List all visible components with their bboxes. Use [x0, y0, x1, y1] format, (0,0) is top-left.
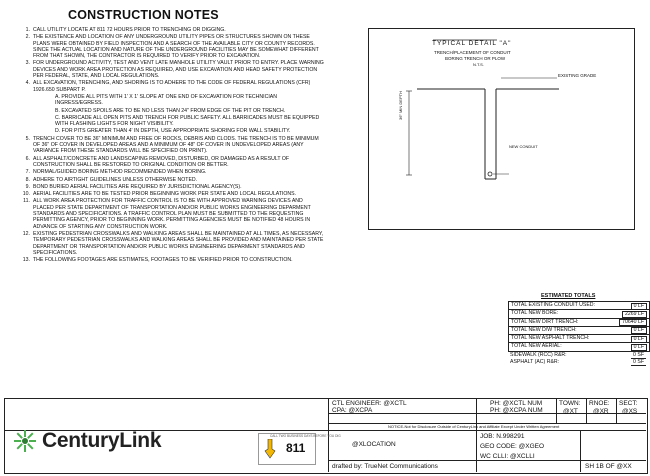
totals-label: TOTAL NEW ASPHALT TRENCH:	[511, 335, 590, 342]
totals-row	[509, 310, 649, 318]
note-number: 9.	[25, 183, 30, 190]
sect-value: @XS	[622, 408, 638, 415]
totals-value: 0 SF	[633, 351, 644, 358]
totals-value: 70640 LF	[619, 319, 647, 326]
note-item	[6, 177, 324, 183]
totals-value: 0 SF	[633, 358, 644, 365]
ctl-phone: PH: @XCTL NUM	[490, 400, 543, 407]
totals-label: TOTAL EXISTING CONDUIT USED:	[511, 302, 595, 308]
note-text: THE FOLLOWING FOOTAGES ARE ESTIMATES, FOOTAGES TO BE VERIFIED PRIOR TO CONSTRUCTION.	[33, 257, 293, 264]
note-number: 12.	[22, 230, 30, 237]
drafted-by: drafted by: TrueNet Communications	[332, 463, 438, 470]
note-text: ALL ASPHALT/CONCRETE AND LANDSCAPING REMOVED, DISTURBED, OR DAMAGED AS A RESULT OF CONSTRUCTION SHALL BE RESTORED TO ORIGINAL CONDITION OR BETTER.	[33, 155, 290, 168]
shovel-icon	[263, 439, 277, 459]
note-text: CALL UTILITY LOCATE AT 811 72 HOURS PRIOR TO TRENCHING OR DIGGING.	[33, 27, 226, 33]
totals-row	[509, 335, 649, 343]
note-number: 3.	[25, 60, 30, 67]
existing-grade-label: EXISTING GRADE	[558, 73, 597, 78]
geo-code: GEO CODE: @XGEO	[480, 443, 545, 450]
detail-subtitle: TRENCH/PLACEMENT OF CONDUIT	[434, 50, 511, 55]
totals-label: TOTAL NEW AERIAL:	[511, 343, 562, 350]
note-number: 4.	[25, 80, 30, 87]
note-item	[6, 257, 324, 263]
job-number: JOB: N.998291	[480, 433, 525, 440]
note-number	[28, 115, 55, 128]
badge-caption: CALL TWO BUSINESS DAYS BEFORE YOU DIG	[270, 434, 341, 438]
totals-label: TOTAL NEW BORE:	[511, 310, 559, 317]
totals-value: 0 LF	[631, 336, 647, 343]
note-item	[6, 136, 324, 155]
detail-title: TYPICAL DETAIL "A"	[432, 40, 512, 47]
note-text: ALL EXCAVATION, TRENCHING, AND SHORING IS TO ADHERE TO THE CODE OF FEDERAL REGULATIONS (CFR) 1926.650 SUBPART P.	[33, 80, 311, 93]
totals-row	[508, 359, 648, 366]
totals-label: ASPHALT (AC) R&R:	[510, 359, 560, 366]
note-item	[6, 27, 324, 33]
detail-subtitle-2: BORING TRENCH OR PLOW	[445, 56, 506, 61]
estimated-totals-title: ESTIMATED TOTALS	[541, 293, 596, 299]
note-number: 8.	[25, 176, 30, 183]
totals-label: TOTAL NEW DIRT TRENCH:	[511, 318, 579, 325]
centurylink-sunburst-icon	[12, 428, 38, 454]
sheet-number: SH 1B OF @XX	[585, 463, 632, 470]
badge-number: 811	[286, 441, 306, 455]
note-text: D. FOR PITS GREATER THAN 4' IN DEPTH, USE APPROPRIATE SHORING FOR WALL STABILITY.	[55, 128, 291, 135]
totals-row	[509, 327, 649, 335]
note-text: FOR UNDERGROUND ACTIVITY, TEST AND VENT LATE MANHOLE UTILITY VAULT PRIOR TO ENTRY. PLACE WARNING DEVICES AND WORK AREA PROTECTION AS REQUIRED, AND USE EXCAVATION AND HEAD SAFETY PROTECTION PER FEDERAL, STATE, AND LOCAL REGULATIONS.	[33, 60, 324, 80]
rnoe-label: RNOE:	[589, 400, 610, 407]
note-text: ADHERE TO AIRTIGHT GUIDELINES UNLESS OTHERWISE NOTED.	[33, 176, 198, 183]
totals-label: TOTAL NEW D/W TRENCH:	[511, 326, 577, 333]
restoration-totals-table	[508, 352, 648, 367]
note-number: 1.	[25, 27, 30, 33]
ctl-engineer: CTL ENGINEER: @XCTL	[332, 400, 407, 407]
wc-clli: WC CLLI: @XCLLI	[480, 453, 535, 460]
totals-value: 0 LF	[631, 327, 647, 334]
conduit-label: NEW CONDUIT	[509, 144, 538, 149]
note-item	[6, 156, 324, 169]
note-item	[6, 198, 324, 229]
note-number	[28, 94, 55, 107]
cpa-phone: PH: @XCPA NUM	[490, 407, 543, 414]
note-item	[28, 108, 324, 114]
note-text: TRENCH COVER TO BE 36" MINIMUM AND FREE OF ROCKS, DEBRIS AND CLODS. THE TRENCH IS TO BE MINIMUM OF 36" OF COVER IN DEVELOPED AREAS AND A MINIMUM OF 48" OF COVER IN UNDEVELOPED AREAS (ANY VARIANCE FROM THESE STANDARDS WILL BE SPECIFIED ON PRINT).	[33, 135, 319, 155]
note-item	[28, 94, 324, 107]
note-text: EXISTING PEDESTRIAN CROSSWALKS AND WALKING AREAS SHALL BE MAINTAINED AT ALL TIMES, AS NECESSARY, TEMPORARY PEDESTRIAN CROSSWALKS AND WALKING AREAS SHALL BE PROVIDED AND MAINTAINED PER STATE DEPARTMENT OR TRANSPORTATION AND/OR PUBLIC WORKS ENGINEERING DEPARMENT STANDARDS AND SPECIFICATIONS.	[33, 230, 324, 256]
note-number	[28, 108, 55, 114]
note-item	[6, 231, 324, 256]
depth-label: 36" MIN DEPTH	[398, 91, 403, 120]
page-title: CONSTRUCTION NOTES	[68, 8, 219, 22]
note-text: AERIAL FACILITIES ARE TO BE TESTED PRIOR BEGINNING WORK PER STATE AND LOCAL REGULATIONS.	[33, 191, 297, 198]
note-number	[28, 128, 55, 134]
note-text: C. BARRICADE ALL OPEN PITS AND TRENCH FOR PUBLIC SAFETY. ALL BARRICADES MUST BE EQUIPPED WITH FLASHING LIGHTS FOR NIGHT VISIBILITY.	[55, 114, 320, 128]
sect-label: SECT:	[619, 400, 638, 407]
totals-label: SIDEWALK (RCC) R&R:	[510, 352, 567, 358]
totals-row	[509, 319, 649, 327]
note-text: THE EXISTENCE AND LOCATION OF ANY UNDERGROUND UTILITY PIPES OR STRUCTURES SHOWN ON THESE PLANS WERE OBTAINED BY FIELD INSPECTION AND A SEARCH OF THE AVAILABLE CITY OR COUNTY RECORDS. SINCE THE ACTUAL LOCATION AND NATURE OF THE UNDERGROUND FACILITIES MAY BE SOMEWHAT DIFFERENT FROM THAT SHOWN, THE CONTRACTOR IS REQUIRED TO VERIFY PRIOR TO EXCAVATION.	[33, 34, 319, 60]
cpa: CPA: @XCPA	[332, 407, 373, 414]
note-item	[6, 34, 324, 59]
location: @XLOCATION	[352, 441, 396, 448]
note-number: 2.	[25, 34, 30, 41]
note-number: 5.	[25, 135, 30, 142]
totals-value: 0 LF	[631, 344, 647, 351]
totals-value: 0 LF	[631, 303, 647, 310]
note-item	[6, 184, 324, 190]
disclosure-notice: NOTICE-Not for Disclosure Outside of CenturyLink and Affiliate Except Under Written Agreement	[388, 424, 560, 429]
note-text: BOND BURIED AERIAL FACILITIES ARE REQUIRED BY JURISDICTIONAL AGENCY(S).	[33, 183, 242, 190]
construction-notes-list	[6, 27, 324, 264]
town-value: @XT	[563, 408, 578, 415]
logo-text: CenturyLink	[42, 429, 162, 452]
totals-row	[509, 302, 649, 310]
note-number: 10.	[22, 191, 30, 198]
estimated-totals-table	[508, 301, 650, 352]
totals-row	[509, 343, 649, 350]
centurylink-logo	[12, 428, 161, 454]
note-text: A. PROVIDE ALL PITS WITH 1' X 1' SLOPE AT ONE END OF EXCAVATION FOR TECHNICIAN INGRESS/EGRESS.	[55, 93, 278, 107]
totals-value: 2269 LF	[622, 311, 647, 318]
detail-scale: N.T.S.	[473, 62, 484, 67]
note-item	[6, 191, 324, 197]
note-item	[6, 169, 324, 175]
note-number: 13.	[22, 257, 30, 264]
rnoe-value: @XR	[593, 408, 609, 415]
note-item	[28, 128, 324, 134]
note-number: 7.	[25, 169, 30, 176]
totals-row	[508, 352, 648, 359]
note-text: ALL WORK AREA PROTECTION FOR TRAFFIC CONTROL IS TO BE WITH APPROVED WARNING DEVICES AND PLACED PER STATE DEPARTMENT OF TRANSPORTATION AND/OR PUBLIC WORKS ENGINEERING DEPARMENT STANDARDS AND SPECIFICATIONS. A TRAFFIC CONTROL PLAN MUST BE SUBMITTED TO THE REQUESTING PERMITTING AGENCY, PRIOR TO BEGINNING WORK. PERMITTING AGENCIES MUST BE NOTIFIED 48 HOURS IN ADVANCE OF STARTING ANY CONSTRUCTION WORK.	[33, 198, 311, 230]
note-number: 11.	[23, 198, 30, 205]
town-label: TOWN:	[559, 400, 581, 407]
note-item	[28, 115, 324, 128]
note-number: 6.	[25, 155, 30, 162]
note-item	[6, 60, 324, 79]
note-text: NORMAL/GUIDED BORING METHOD RECOMMENDED WHEN BORING.	[33, 169, 207, 176]
note-item	[6, 80, 324, 93]
note-text: B. EXCAVATED SPOILS ARE TO BE NO LESS THAN 24" FROM EDGE OF THE PIT OR TRENCH.	[55, 107, 286, 114]
